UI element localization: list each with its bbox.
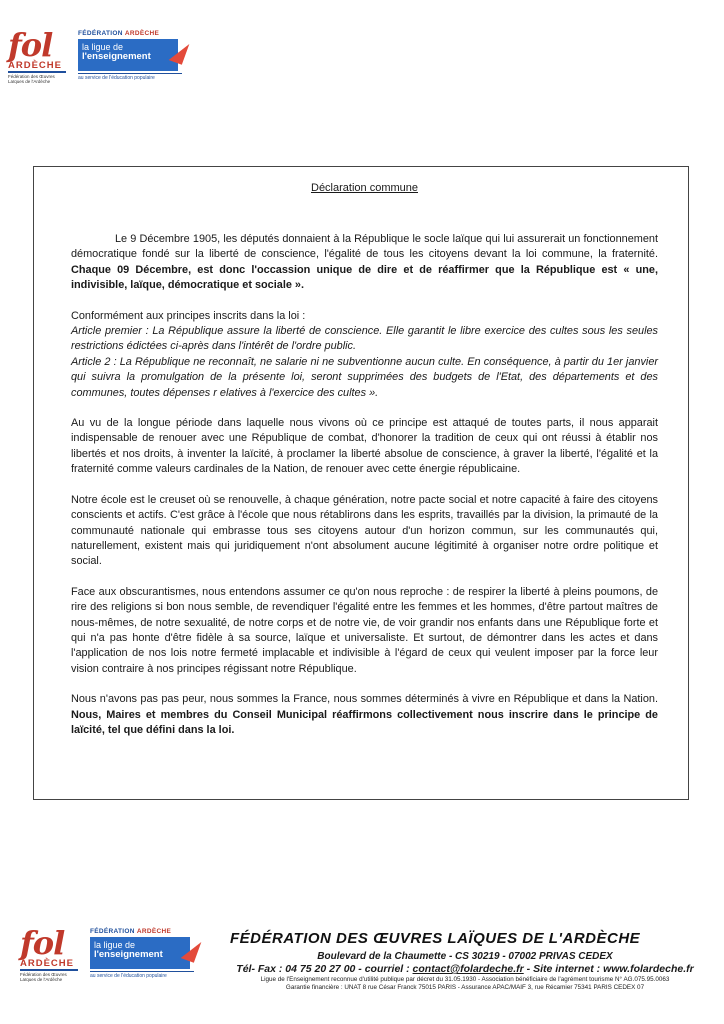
fol-logo-ardeche: ARDÈCHE xyxy=(8,60,66,73)
paragraph-1 xyxy=(71,232,658,294)
federation-prefix: FÉDÉRATION xyxy=(78,30,123,37)
ligue-federation xyxy=(78,30,182,37)
p6-text: Nous n'avons pas pas peur, nous sommes la France, nous sommes déterminés à vivre en République et dans la Nation. xyxy=(71,693,658,706)
declaration-frame xyxy=(33,166,689,800)
footer-federation-prefix: FÉDÉRATION xyxy=(90,928,135,935)
footer-legal-1: Ligue de l'Enseignement reconnue d'utilité publique par décret du 31.05.1930 - Association bénéficiaire de l'agrément tourisme N° AG.075.95.0063 xyxy=(260,976,670,983)
footer-website: - Site internet : www.folardeche.fr xyxy=(523,963,694,975)
footer-ligue-logo xyxy=(90,928,194,979)
footer-ligue-federation xyxy=(90,928,194,935)
paragraph-3: Au vu de la longue période dans laquelle nous vivons où ce principe est attaqué de toutes parts, il nous apparait indispensable de renouer avec une République de combat, d'honorer la tradition de ceux qui ont réussi à établir nos libertés et nos droits, à inventer la laïcité, à proclamer la liberté absolue de conscience, à graver la liberté, l'égalité et la fraternité comme valeurs cardinales de la Nation, de renouer avec cette énergie républicaine. xyxy=(71,417,658,476)
ligue-logo xyxy=(78,30,182,81)
footer-ligue-line2: l'enseignement xyxy=(94,949,163,960)
p6-bold-text: Nous, Maires et membres du Conseil Municipal réaffirmons collectivement nous inscrire dans le principe de laïcité, tel que défini dans la loi. xyxy=(71,708,658,736)
footer-federation-name: ARDÈCHE xyxy=(136,928,172,935)
document-title: Déclaration commune xyxy=(311,182,418,194)
p2-intro: Conformément aux principes inscrits dans la loi : xyxy=(71,309,306,322)
footer-ligue-box xyxy=(90,937,190,969)
p1-bold-text: Chaque 09 Décembre, est donc l'occassion unique de dire et de réaffirmer que la République est « une, indivisible, laïque, démocratique et sociale ». xyxy=(71,263,658,292)
footer-address: Boulevard de la Chaumette - CS 30219 - 07002 PRIVAS CEDEX xyxy=(317,951,613,962)
footer-ligue-tagline: au service de l'éducation populaire xyxy=(90,971,194,979)
ligue-line2: l'enseignement xyxy=(82,51,151,62)
footer-contact xyxy=(230,963,700,976)
footer-fol-logo-ardeche: ARDÈCHE xyxy=(20,958,78,971)
p2-article-2: Article 2 : La République ne reconnaît, ne salarie ni ne subventionne aucun culte. En conséquence, à partir du 1er janvier qui suivra la promulgation de la présente loi, seront supprimées des budgets de l'Etat, des départements et des communes, toutes dépenses r elatives à l'exercice des cultes ». xyxy=(71,355,658,399)
footer-legal-2: Garantie financière : UNAT 8 rue César Franck 75015 PARIS - Assurance APAC/MAIF 3, rue Récamier 75341 PARIS CEDEX 07 xyxy=(285,984,645,991)
fol-logo xyxy=(8,26,70,84)
footer-fol-logo-text: fol xyxy=(20,924,65,962)
fol-logo-text: fol xyxy=(8,26,53,64)
footer-ligue-line1: la ligue de xyxy=(94,940,136,950)
footer-fol-logo-subtitle: Fédération des Œuvres Laïques de l'Ardèche xyxy=(20,972,67,982)
p2-article-1: Article premier : La République assure la liberté de conscience. Elle garantit le libre exercice des cultes sous les seules restrictions édictées ci-après dans l'intérêt de l'ordre public. xyxy=(71,325,658,353)
paragraph-4: Notre école est le creuset où se renouvelle, à chaque génération, notre pacte social et notre capacité à faire des citoyens conscients et actifs. C'est grâce à l'école que nous rétablirons dans les esprits, travaillés par la division, la primauté de la communauté nationale qui embrasse tous ses citoyens autour d'un horizon commun, sur les communautés qui, naturellement, existent mais qui juridiquement n'ont absolument aucune légitimité à organiser notre ordre politique et social. xyxy=(71,493,658,568)
header-logo xyxy=(8,26,182,84)
paragraph-6 xyxy=(71,692,658,738)
footer-contact-block xyxy=(230,950,700,992)
paragraph-5: Face aux obscurantismes, nous entendons assumer ce qu'on nous reproche : de respirer la liberté à pleins poumons, de rire des religions si bon nous semble, de revendiquer l'égalité entre les femmes et les hommes, d'être partout maîtres de nous-mêmes, de notre sexualité, de notre corps et de notre vie, de voir grandir nos enfants dans une République forte et qui n'a pas honte d'être fidèle à sa source, laïque et universaliste. Et surtout, de démontrer dans les actes et dans l'application de nos lois notre fermeté implacable et indivisible à l'égard de ceux qui veulent imposer par la force leur vision contraire à nos principes régissant notre République. xyxy=(71,585,658,675)
footer-title: FÉDÉRATION DES ŒUVRES LAÏQUES DE L'ARDÈCHE xyxy=(230,930,641,947)
ligue-line1: la ligue de xyxy=(82,42,124,52)
ligue-tagline: au service de l'éducation populaire xyxy=(78,73,182,81)
footer-email-link[interactable]: contact@folardeche.fr xyxy=(412,963,524,975)
fol-logo-subtitle: Fédération des Œuvres Laïques de l'Ardèche xyxy=(8,74,55,84)
footer-phone: Tél- Fax : 04 75 20 27 00 - courriel : xyxy=(236,963,413,975)
footer-logo xyxy=(20,924,194,982)
p1-text: Le 9 Décembre 1905, les députés donnaient à la République le socle laïque qui lui assurerait un fonctionnement démocratique fondé sur la liberté de conscience, l'égalité de tous les citoyens devant la loi commune, la fraternité. xyxy=(71,233,658,261)
federation-name: ARDÈCHE xyxy=(124,30,160,37)
footer-fol-logo xyxy=(20,924,82,982)
paragraph-2 xyxy=(71,309,658,401)
ligue-box xyxy=(78,39,178,71)
